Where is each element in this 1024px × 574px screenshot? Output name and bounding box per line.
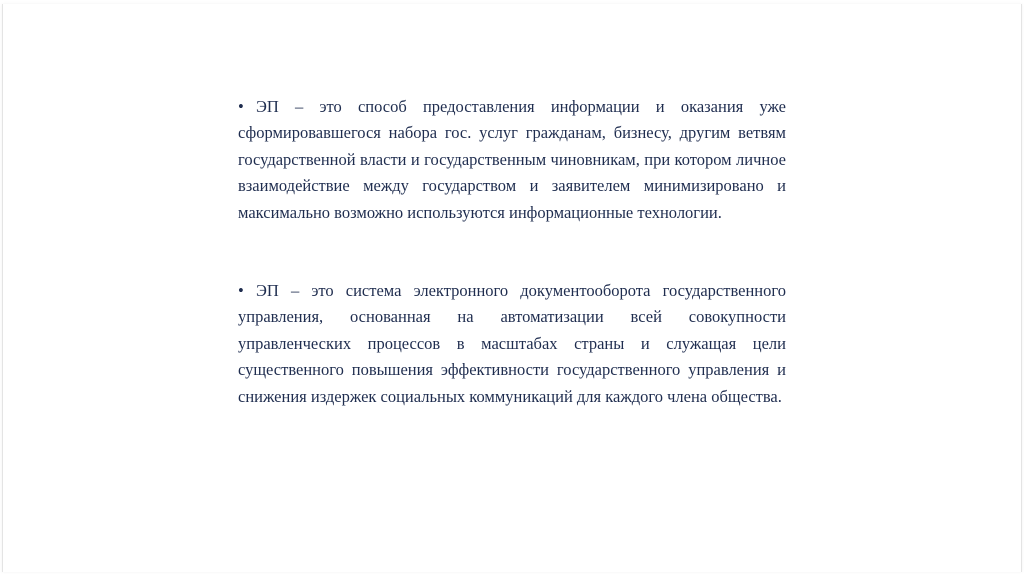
paragraph-2-text: ЭП – это система электронного документооборота государственного управления, основанная на автоматизации всей совокупности управленческих процессов в масштабах страны и служащая цели существенного повышения эффективности государственного управления и снижения издержек социальных коммуникаций для каждого члена общества. [238,281,786,406]
bullet-paragraph-2 [238,278,786,410]
bullet-marker: • [238,97,244,116]
slide-text-body [238,94,786,410]
bullet-paragraph-1 [238,94,786,226]
paragraph-1-text: ЭП – это способ предоставления информации и оказания уже сформировавшегося набора гос. услуг гражданам, бизнесу, другим ветвям государственной власти и государственным чиновникам, при котором личное взаимодействие между государством и заявителем минимизировано и максимально возможно используются информационные технологии. [238,97,786,222]
bullet-marker: • [238,281,244,301]
